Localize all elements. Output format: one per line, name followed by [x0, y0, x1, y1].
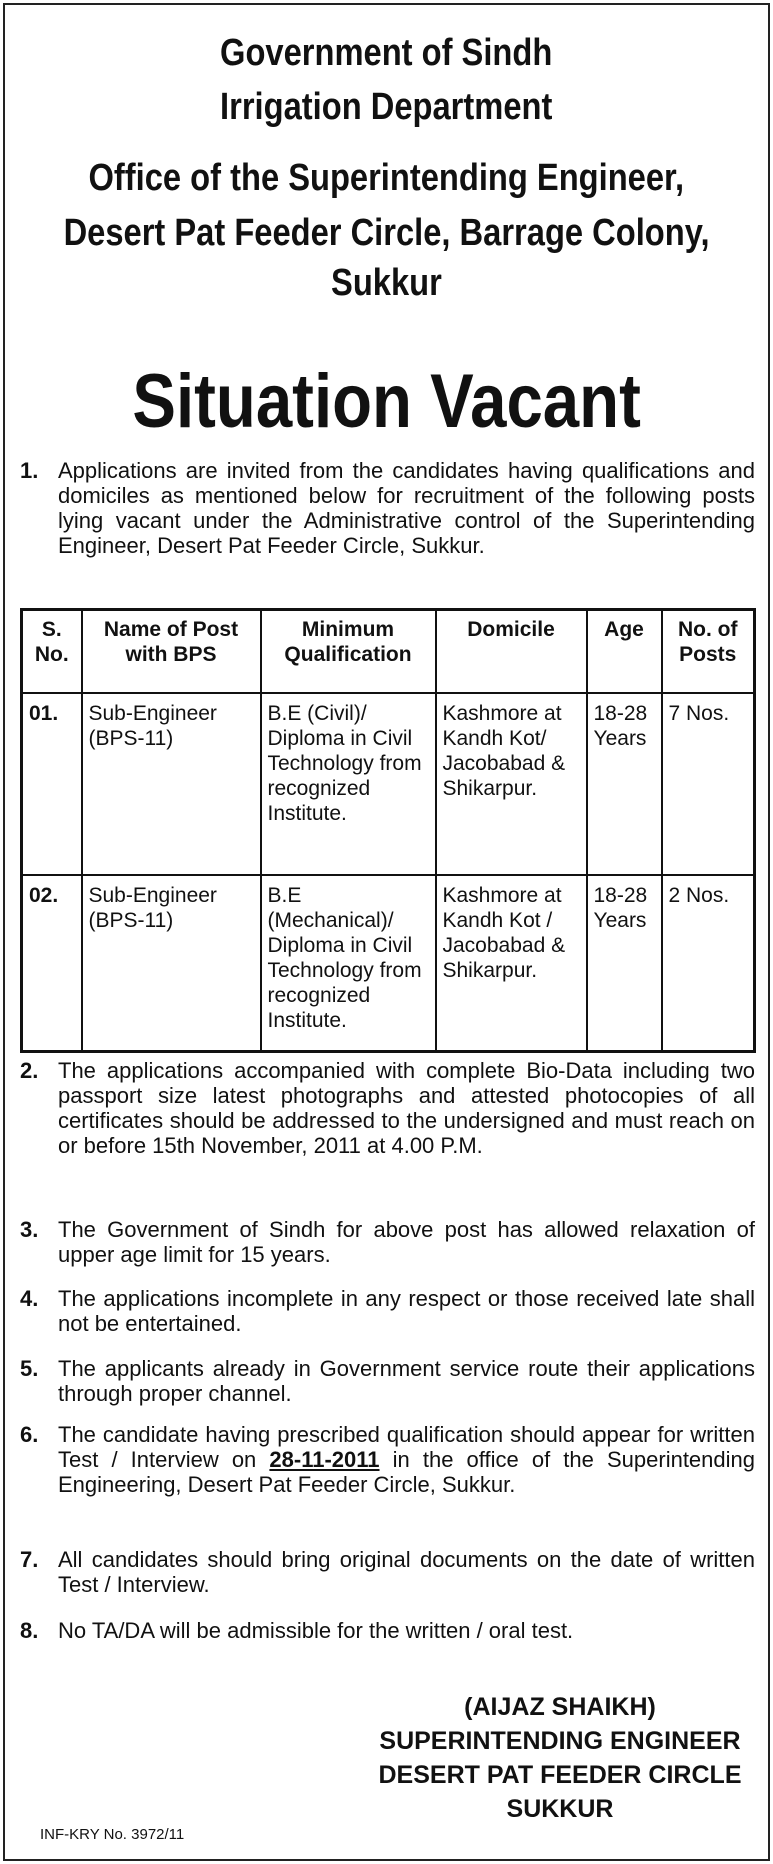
header-government: Government of Sindh — [220, 32, 553, 74]
paragraph-text: Applications are invited from the candidates having qualifications and domiciles as mentioned below for recruitment of the following posts lying vacant under the Administrative control of the Superintending Engineer, Desert Pat Feeder Circle, Sukkur. — [58, 458, 755, 558]
signatory-circle: DESERT PAT FEEDER CIRCLE — [378, 1761, 742, 1789]
header-office-line2: Desert Pat Feeder Circle, Barrage Colony, — [63, 212, 710, 254]
signatory-city: SUKKUR — [506, 1795, 614, 1823]
paragraph-text: The Government of Sindh for above post has allowed relaxation of upper age limit for 15 years. — [58, 1217, 755, 1267]
cell-post: Sub-Engineer (BPS-11) — [82, 693, 261, 875]
page-title: Situation Vacant — [132, 359, 641, 444]
cell-post: Sub-Engineer (BPS-11) — [82, 875, 261, 1051]
reference-number: INF-KRY No. 3972/11 — [40, 1826, 185, 1843]
cell-age: 18-28 Years — [587, 693, 662, 875]
paragraph-2 — [20, 1058, 755, 1158]
table-header-row — [22, 610, 755, 694]
paragraph-number: 6. — [20, 1422, 39, 1447]
paragraph-5 — [20, 1356, 755, 1406]
table-row — [22, 693, 755, 875]
header-posts: No. of Posts — [662, 610, 755, 694]
paragraph-1 — [20, 458, 755, 558]
cell-sno: 02. — [22, 875, 82, 1051]
header-office-line3: Sukkur — [331, 262, 442, 304]
interview-date: 28-11-2011 — [269, 1447, 380, 1472]
vacancy-table — [20, 608, 756, 1053]
paragraph-number: 2. — [20, 1058, 39, 1083]
header-office-line1: Office of the Superintending Engineer, — [88, 157, 685, 199]
paragraph-number: 8. — [20, 1618, 39, 1643]
header-domicile: Domicile — [436, 610, 587, 694]
paragraph-text — [58, 1422, 755, 1497]
cell-domicile: Kashmore at Kandh Kot/ Jacobabad & Shikarpur. — [436, 693, 587, 875]
paragraph-number: 3. — [20, 1217, 39, 1242]
paragraph-number: 1. — [20, 458, 39, 483]
paragraph-text: All candidates should bring original documents on the date of written Test / Interview. — [58, 1547, 755, 1597]
cell-qualification: B.E (Mechanical)/ Diploma in Civil Technology from recognized Institute. — [261, 875, 436, 1051]
cell-sno: 01. — [22, 693, 82, 875]
text-segment: in the office of the Superintending Engineering, Desert Pat Feeder Circle, Sukkur. — [58, 1447, 755, 1497]
signature-block — [360, 1690, 760, 1826]
header-department: Irrigation Department — [220, 86, 553, 128]
text-segment: The candidate having prescribed qualification should appear for written Test / Interview on — [58, 1422, 755, 1472]
paragraph-8 — [20, 1618, 755, 1643]
paragraph-number: 5. — [20, 1356, 39, 1381]
header-qualification: Minimum Qualification — [261, 610, 436, 694]
paragraph-text: No TA/DA will be admissible for the written / oral test. — [58, 1618, 574, 1643]
paragraph-number: 7. — [20, 1547, 39, 1572]
paragraph-7 — [20, 1547, 755, 1597]
signatory-title: SUPERINTENDING ENGINEER — [379, 1727, 741, 1755]
cell-domicile: Kashmore at Kandh Kot / Jacobabad & Shikarpur. — [436, 875, 587, 1051]
paragraph-4 — [20, 1286, 755, 1336]
paragraph-3 — [20, 1217, 755, 1267]
signatory-name: (AIJAZ SHAIKH) — [464, 1693, 656, 1721]
cell-qualification: B.E (Civil)/ Diploma in Civil Technology from recognized Institute. — [261, 693, 436, 875]
header-post: Name of Post with BPS — [82, 610, 261, 694]
paragraph-text: The applications accompanied with complete Bio-Data including two passport size latest photographs and attested photocopies of all certificates should be addressed to the undersigned and must reach on or before 15th November, 2011 at 4.00 P.M. — [58, 1058, 755, 1158]
paragraph-6 — [20, 1422, 755, 1497]
header-sno: S. No. — [22, 610, 82, 694]
header-age: Age — [587, 610, 662, 694]
table-row — [22, 875, 755, 1051]
paragraph-text: The applicants already in Government service route their applications through proper channel. — [58, 1356, 755, 1406]
cell-posts: 2 Nos. — [662, 875, 755, 1051]
cell-age: 18-28 Years — [587, 875, 662, 1051]
paragraph-text: The applications incomplete in any respect or those received late shall not be entertained. — [58, 1286, 755, 1336]
cell-posts: 7 Nos. — [662, 693, 755, 875]
paragraph-number: 4. — [20, 1286, 39, 1311]
